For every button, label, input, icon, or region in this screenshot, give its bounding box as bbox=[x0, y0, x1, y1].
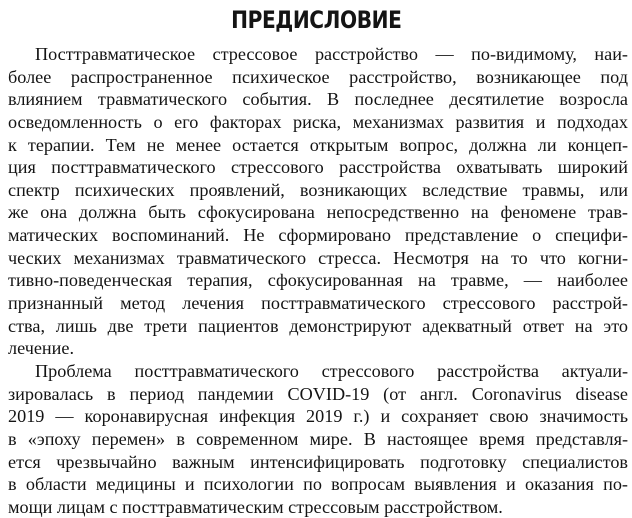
text-line: матических воспоминаний. Не сформировано представление о специфи- bbox=[8, 225, 628, 246]
text-line: же она должна быть сфокусирована непосредственно на феномене трав- bbox=[8, 202, 628, 223]
text-line: в «эпоху перемен» в современном мире. В настоящее время представля- bbox=[8, 428, 628, 449]
text-line: осведомленность о его факторах риска, механизмах развития и подходах bbox=[8, 111, 628, 132]
text-line: лечение. bbox=[8, 338, 75, 359]
text-line: ческих механизмах травматического стресса. Несмотря на то что когни- bbox=[8, 247, 628, 268]
paragraph-2 bbox=[8, 360, 628, 518]
paragraph-1 bbox=[8, 43, 628, 360]
text-line: к терапии. Тем не менее остается открытым вопрос, должна ли концеп- bbox=[8, 134, 628, 155]
text-line: ция посттравматического стрессового расстройства охватывать широкий bbox=[8, 157, 628, 178]
text-line: признанный метод лечения посттравматического стрессового расстрой- bbox=[8, 293, 628, 314]
text-line: мощи лицам с посттравматическим стрессовым расстройством. bbox=[8, 496, 503, 517]
text-line: 2019 — коронавирусная инфекция 2019 г.) и сохраняет свою значимость bbox=[8, 406, 628, 427]
page-heading: ПРЕДИСЛОВИЕ bbox=[231, 6, 402, 34]
text-line: более распространенное психическое расстройство, возникающее под bbox=[8, 66, 628, 87]
text-line: ется чрезвычайно важным интенсифицировать подготовку специалистов bbox=[8, 451, 628, 472]
text-line: спектр психических проявлений, возникающих вследствие травмы, или bbox=[8, 179, 628, 200]
text-line: Проблема посттравматического стрессового расстройства актуали- bbox=[35, 360, 628, 381]
text-line: Посттравматическое стрессовое расстройство — по-видимому, наи- bbox=[35, 44, 628, 64]
body-text bbox=[8, 43, 628, 518]
text-line: тивно-поведенческая терапия, сфокусированная на травме, — наиболее bbox=[8, 270, 628, 291]
text-line: ства, лишь две трети пациентов демонстрируют адекватный ответ на это bbox=[8, 315, 628, 336]
text-line: в области медицины и психологии по вопросам выявления и оказания по- bbox=[8, 474, 628, 495]
text-line: влиянием травматического события. В последнее десятилетие возросла bbox=[8, 89, 628, 110]
text-line: зировалась в период пандемии COVID-19 (от англ. Coronavirus disease bbox=[8, 383, 628, 404]
